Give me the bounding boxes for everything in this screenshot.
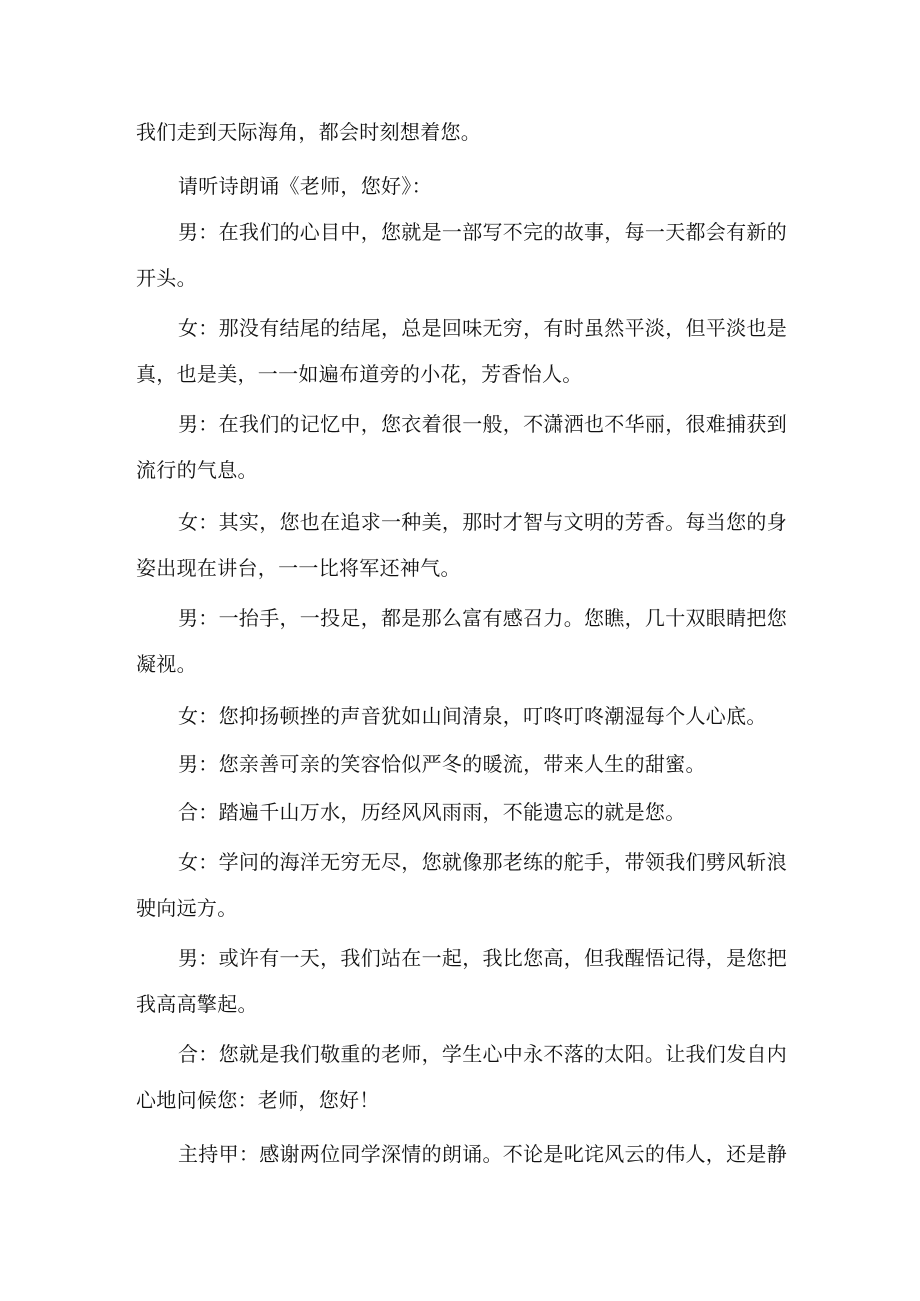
text-line: 请听诗朗诵《老师，您好》： <box>178 174 432 198</box>
text-line: 男：您亲善可亲的笑容恰似严冬的暖流，带来人生的甜蜜。 <box>178 752 706 776</box>
text-line: 女：学问的海洋无穷无尽，您就像那老练的舵手，带领我们劈风斩浪 <box>178 850 787 874</box>
text-line: 主持甲：感谢两位同学深情的朗诵。不论是叱诧风云的伟人，还是静 <box>178 1142 787 1166</box>
text-line: 女：其实，您也在追求一种美，那时才智与文明的芳香。每当您的身 <box>178 510 787 534</box>
text-line: 男：一抬手，一投足，都是那么富有感召力。您瞧，几十双眼睛把您 <box>178 606 787 630</box>
text-line: 流行的气息。 <box>136 458 258 482</box>
text-line: 女：那没有结尾的结尾，总是回味无穷，有时虽然平淡，但平淡也是 <box>178 316 787 340</box>
text-line: 合：踏遍千山万水，历经风风雨雨，不能遗忘的就是您。 <box>178 800 686 824</box>
text-line: 我高高擎起。 <box>136 992 258 1016</box>
text-line: 男：在我们的记忆中，您衣着很一般，不潇洒也不华丽，很难捕获到 <box>178 412 787 436</box>
text-line: 合：您就是我们敬重的老师，学生心中永不落的太阳。让我们发自内 <box>178 1042 787 1066</box>
text-line: 心地问候您：老师，您好！ <box>136 1088 380 1112</box>
text-line: 女：您抑扬顿挫的声音犹如山间清泉，叮咚叮咚潮湿每个人心底。 <box>178 704 767 728</box>
text-line: 我们走到天际海角，都会时刻想着您。 <box>136 120 482 144</box>
text-line: 真，也是美，一一如遍布道旁的小花，芳香怡人。 <box>136 362 583 386</box>
text-line: 驶向远方。 <box>136 896 238 920</box>
text-line: 姿出现在讲台，一一比将军还神气。 <box>136 556 461 580</box>
text-line: 男：或许有一天，我们站在一起，我比您高，但我醒悟记得，是您把 <box>178 946 787 970</box>
text-line: 开头。 <box>136 266 197 290</box>
text-line: 男：在我们的心目中，您就是一部写不完的故事，每一天都会有新的 <box>178 220 787 244</box>
text-line: 凝视。 <box>136 652 197 676</box>
